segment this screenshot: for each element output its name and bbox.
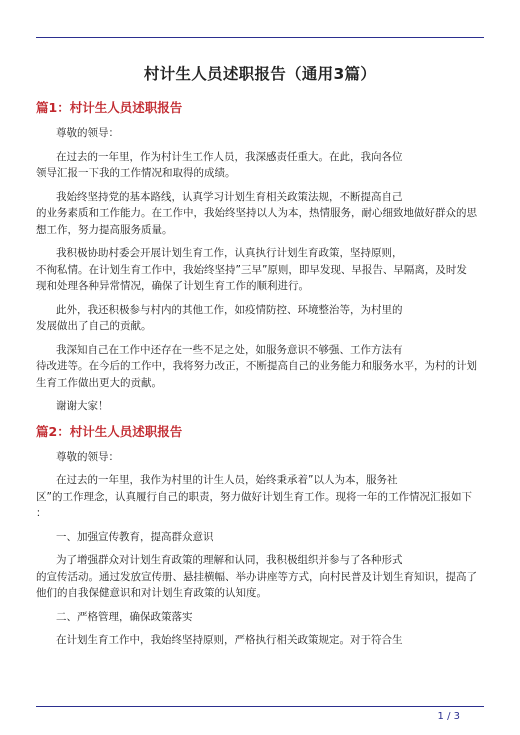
subheading: 二、严格管理，确保政策落实: [56, 610, 193, 623]
section-heading-2: 篇2：村计生人员述职报告: [36, 423, 183, 439]
paragraph: 在计划生育工作中，我始终坚持原则，严格执行相关政策规定。对于符合生: [56, 634, 403, 646]
section-2: [36, 449, 484, 649]
page-indicator: 1 / 3: [437, 711, 460, 722]
document-body: [36, 62, 484, 656]
salutation: 尊敬的领导：: [56, 450, 119, 463]
subheading: 一、加强宣传教育，提高群众意识: [56, 530, 214, 543]
salutation: 尊敬的领导：: [56, 127, 119, 139]
document-title: 村计生人员述职报告（通用3篇）: [143, 65, 377, 83]
footer-rule: [36, 706, 484, 707]
header-rule: [36, 37, 484, 38]
section-heading-1: 篇1：村计生人员述职报告: [36, 100, 183, 115]
paragraph: 我始终坚持党的基本路线，认真学习计划生育相关政策法规，不断提高自己 的业务素质和工作能力。在工作中，我始终坚持以人为本，热情服务，耐心细致地做好群众的思 想工作，努力提高服务质量。: [36, 190, 477, 236]
paragraph: 我深知自己在工作中还存在一些不足之处，如服务意识不够强、工作方法有 待改进等。在今后的工作中，我将努力改正，不断提高自己的业务能力和服务水平，为村的计划 生育工作做出更大的贡献。: [36, 343, 477, 389]
section-1: [36, 125, 484, 415]
closing: 谢谢大家！: [56, 400, 109, 412]
paragraph: 我积极协助村委会开展计划生育工作，认真执行计划生育政策，坚持原则， 不徇私情。在计划生育工作中，我始终坚持”三早”原则，即早发现、早报告、早隔离，及时发 现和处理各种异常情况，确保了计划生育工作的顺利进行。: [36, 247, 467, 292]
paragraph: 为了增强群众对计划生育政策的理解和认同，我积极组织并参与了各种形式 的宣传活动。通过发放宣传册、悬挂横幅、举办讲座等方式，向村民普及计划生育知识，提高了 他们的自我保健意识和对计划生育政策的认知度。: [36, 554, 477, 599]
paragraph: 在过去的一年里，我作为村里的计生人员，始终秉承着”以人为本，服务社 区”的工作理念，认真履行自己的职责，努力做好计划生育工作。现将一年的工作情况汇报如下 ：: [36, 474, 472, 519]
paragraph: 在过去的一年里，作为村计生工作人员，我深感责任重大。在此，我向各位 领导汇报一下我的工作情况和取得的成绩。: [36, 150, 403, 179]
paragraph: 此外，我还积极参与村内的其他工作，如疫情防控、环境整治等，为村里的 发展做出了自己的贡献。: [36, 303, 403, 332]
